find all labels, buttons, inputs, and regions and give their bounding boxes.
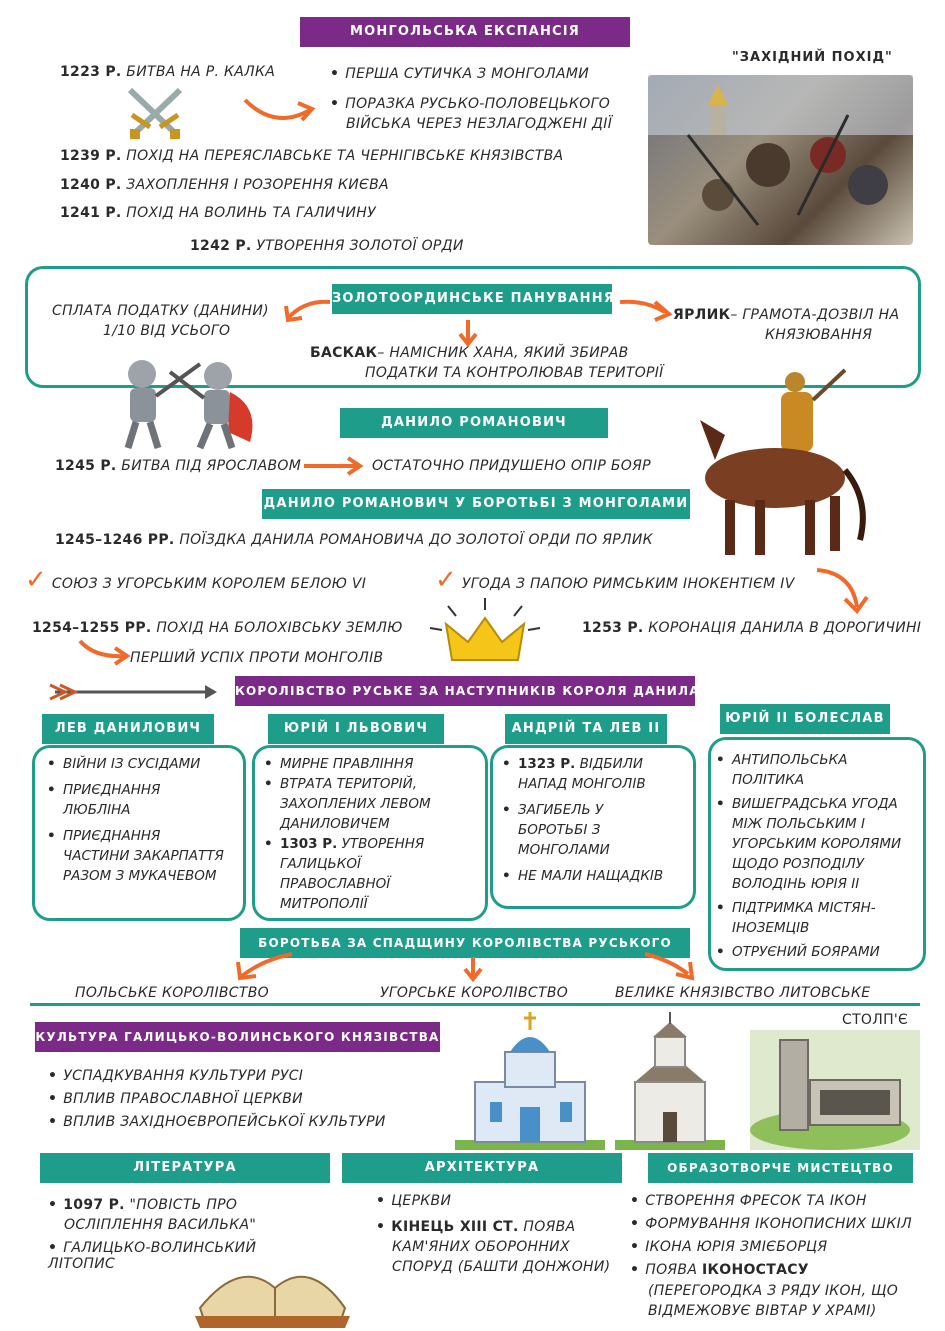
curved-arrow-icon (812, 565, 872, 615)
yarlyk-definition-cont: КНЯЗЮВАННЯ (765, 327, 873, 343)
culture-item-2: • ВПЛИВ ПРАВОСЛАВНОЇ ЦЕРКВИ (48, 1091, 303, 1107)
section-divider (30, 1003, 920, 1006)
kalka-point-1: • ПЕРША СУТИЧКА З МОНГОЛАМИ (330, 66, 589, 82)
checkmark-icon: ✓ (25, 565, 48, 595)
list-item: • НЕ МАЛИ НАЩАДКІВ (500, 866, 685, 886)
banner-danylo-struggle: ДАНИЛО РОМАНОВИЧ У БОРОТЬБІ З МОНГОЛАМИ (262, 489, 690, 519)
arrow-left-icon (232, 952, 302, 982)
architecture-title: АРХІТЕКТУРА (342, 1153, 622, 1183)
banner-golden-horde: ЗОЛОТООРДИНСЬКЕ ПАНУВАННЯ (332, 284, 612, 314)
list-item: • ПРИЄДНАННЯ ЛЮБЛІНА (45, 780, 193, 820)
ruler-andriy-list (500, 754, 685, 886)
event-1254-1255: 1254–1255 РР. ПОХІД НА БОЛОХІВСЬКУ ЗЕМЛЮ (32, 620, 403, 636)
art-item-2: • ФОРМУВАННЯ ІКОНОПИСНИХ ШКІЛ (630, 1216, 912, 1232)
list-item: • АНТИПОЛЬСЬКА ПОЛІТИКА (714, 750, 882, 790)
event-1239: 1239 Р. ПОХІД НА ПЕРЕЯСЛАВСЬКЕ ТА ЧЕРНІГІВСЬКЕ КНЯЗІВСТВА (60, 148, 564, 164)
crossed-swords-icon (120, 85, 190, 145)
church-illustration (615, 1012, 725, 1152)
art-item-1: • СТВОРЕННЯ ФРЕСОК ТА ІКОН (630, 1193, 867, 1209)
culture-item-1: • УСПАДКУВАННЯ КУЛЬТУРИ РУСІ (48, 1068, 303, 1084)
heir-lithuania: ВЕЛИКЕ КНЯЗІВСТВО ЛИТОВСЬКЕ (615, 985, 871, 1001)
crown-icon (430, 598, 540, 668)
culture-item-3: • ВПЛИВ ЗАХІДНОЄВРОПЕЙСЬКОЇ КУЛЬТУРИ (48, 1114, 386, 1130)
art-title: ОБРАЗОТВОРЧЕ МИСТЕЦТВО (648, 1153, 913, 1183)
banner-culture: КУЛЬТУРА ГАЛИЦЬКО-ВОЛИНСЬКОГО КНЯЗІВСТВА (35, 1022, 440, 1052)
event-1253: 1253 Р. КОРОНАЦІЯ ДАНИЛА В ДОРОГИЧИНІ (582, 620, 922, 636)
list-item: • ВИШЕГРАДСЬКА УГОДА МІЖ ПОЛЬСЬКИМ І УГОРСЬКИМ КОРОЛЯМИ ЩОДО РОЗПОДІЛУ ВОЛОДІНЬ ЮРІЯ ІІ (714, 794, 912, 894)
architecture-item-1: • ЦЕРКВИ (376, 1193, 451, 1209)
arrow-right-icon (302, 456, 364, 476)
ruler-yuriy2-title: ЮРІЙ ІІ БОЛЕСЛАВ (720, 704, 890, 734)
open-book-illustration (190, 1238, 350, 1328)
agreement-pope: ✓ УГОДА З ПАПОЮ РИМСЬКИМ ІНОКЕНТІЄМ IV (435, 565, 795, 595)
tax-line-2: 1/10 ВІД УСЬОГО (103, 323, 231, 339)
list-item: • 1303 Р. УТВОРЕННЯ ГАЛИЦЬКОЇ ПРАВОСЛАВНОЇ МИТРОПОЛІЇ (262, 834, 450, 914)
list-item: • МИРНЕ ПРАВЛІННЯ (262, 754, 472, 774)
event-1241: 1241 Р. ПОХІД НА ВОЛИНЬ ТА ГАЛИЧИНУ (60, 205, 376, 221)
cathedral-illustration (455, 1012, 605, 1152)
event-1245: 1245 Р. БИТВА ПІД ЯРОСЛАВОМ (55, 458, 302, 474)
list-item: • ЗАГИБЕЛЬ У БОРОТЬБІ З МОНГОЛАМИ (500, 800, 648, 860)
heir-poland: ПОЛЬСЬКЕ КОРОЛІВСТВО (75, 985, 269, 1001)
kalka-point-2: • ПОРАЗКА РУСЬКО-ПОЛОВЕЦЬКОГО (330, 96, 610, 112)
art-item-4-cont: (ПЕРЕГОРОДКА З РЯДУ ІКОН, ЩО (648, 1283, 899, 1299)
list-item: • ПІДТРИМКА МІСТЯН-ІНОЗЕМЦІВ (714, 898, 892, 938)
ruler-yuriy-list (262, 754, 472, 914)
literature-item-2: • ГАЛИЦЬКО-ВОЛИНСЬКИЙ ЛІТОПИС (48, 1240, 268, 1272)
event-1240: 1240 Р. ЗАХОПЛЕННЯ І РОЗОРЕННЯ КИЄВА (60, 177, 389, 193)
architecture-item-2-cont2: СПОРУД (БАШТИ ДОНЖОНИ) (392, 1259, 611, 1275)
arrow-icon (240, 85, 320, 135)
tax-line-1: СПЛАТА ПОДАТКУ (ДАНИНИ) (52, 303, 269, 319)
west-campaign-caption: "ЗАХІДНИЙ ПОХІД" (732, 50, 893, 65)
list-item: • ПРИЄДНАННЯ ЧАСТИНИ ЗАКАРПАТТЯ РАЗОМ З МУКАЧЕВОМ (45, 826, 228, 886)
list-item: • ВІЙНИ ІЗ СУСІДАМИ (45, 754, 235, 774)
arrow-decoration-icon (45, 682, 220, 702)
ruler-lev-title: ЛЕВ ДАНИЛОВИЧ (42, 714, 214, 744)
union-hungary: ✓ СОЮЗ З УГОРСЬКИМ КОРОЛЕМ БЕЛОЮ VI (25, 565, 367, 595)
literature-item-1-cont: ОСЛІПЛЕННЯ ВАСИЛЬКА" (64, 1217, 257, 1233)
banner-danylo: ДАНИЛО РОМАНОВИЧ (340, 408, 608, 438)
ruler-lev-list (45, 754, 235, 886)
arrow-icon (75, 636, 135, 666)
event-1223: 1223 Р. БИТВА НА Р. КАЛКА (60, 64, 276, 80)
first-success: ПЕРШИЙ УСПІХ ПРОТИ МОНГОЛІВ (130, 650, 384, 666)
kalka-point-2-cont: ВІЙСЬКА ЧЕРЕЗ НЕЗЛАГОДЖЕНІ ДІЇ (346, 116, 613, 132)
baskak-definition-cont: ПОДАТКИ ТА КОНТРОЛЮВАВ ТЕРИТОРІЇ (365, 365, 664, 381)
event-1245-1246: 1245–1246 РР. ПОЇЗДКА ДАНИЛА РОМАНОВИЧА ДО ЗОЛОТОЇ ОРДИ ПО ЯРЛИК (55, 532, 653, 548)
arrow-right-icon (640, 952, 700, 982)
stolpye-tower-illustration (750, 1030, 920, 1150)
banner-heritage: БОРОТЬБА ЗА СПАДЩИНУ КОРОЛІВСТВА РУСЬКОГО (240, 928, 690, 958)
list-item: • 1323 Р. ВІДБИЛИ НАПАД МОНГОЛІВ (500, 754, 668, 794)
checkmark-icon: ✓ (435, 565, 458, 595)
arrow-left-icon (280, 294, 335, 324)
literature-title: ЛІТЕРАТУРА (40, 1153, 330, 1183)
baskak-definition: БАСКАК– НАМІСНИК ХАНА, ЯКИЙ ЗБИРАВ (310, 345, 629, 361)
stolpye-caption: СТОЛП'Є (842, 1012, 909, 1028)
arrow-down-icon (458, 318, 478, 346)
banner-successors: КОРОЛІВСТВО РУСЬКЕ ЗА НАСТУПНИКІВ КОРОЛЯ ДАНИЛА (235, 676, 695, 706)
art-item-4-cont2: ВІДМЕЖОВУЄ ВІВТАР У ХРАМІ) (648, 1303, 877, 1319)
yarlyk-definition: ЯРЛИК– ГРАМОТА-ДОЗВІЛ НА (673, 307, 900, 323)
mongol-horseman-illustration (695, 360, 875, 560)
danylo-result: ОСТАТОЧНО ПРИДУШЕНО ОПІР БОЯР (372, 458, 651, 474)
heir-hungary: УГОРСЬКЕ КОРОЛІВСТВО (380, 985, 569, 1001)
knights-fighting-illustration (100, 352, 270, 452)
west-campaign-illustration (648, 75, 913, 245)
literature-item-1: • 1097 Р. "ПОВІСТЬ ПРО (48, 1197, 237, 1213)
arrow-right-icon (615, 294, 675, 324)
list-item: • ВТРАТА ТЕРИТОРІЙ, ЗАХОПЛЕНИХ ЛЕВОМ ДАНИЛОВИЧЕМ (262, 774, 455, 834)
ruler-yuriy-title: ЮРІЙ І ЛЬВОВИЧ (268, 714, 444, 744)
ruler-yuriy2-list (714, 750, 914, 962)
art-item-4: • ПОЯВА ІКОНОСТАСУ (630, 1262, 809, 1278)
list-item: • ОТРУЄНИЙ БОЯРАМИ (714, 942, 914, 962)
ruler-andriy-title: АНДРІЙ ТА ЛЕВ ІІ (505, 714, 667, 744)
event-1242: 1242 Р. УТВОРЕННЯ ЗОЛОТОЇ ОРДИ (190, 238, 464, 254)
banner-mongol-expansion: МОНГОЛЬСЬКА ЕКСПАНСІЯ (300, 17, 630, 47)
architecture-item-2: • КІНЕЦЬ XIII СТ. ПОЯВА (376, 1219, 575, 1235)
architecture-item-2-cont: КАМ'ЯНИХ ОБОРОННИХ (392, 1239, 570, 1255)
arrow-down-icon (463, 955, 483, 981)
art-item-3: • ІКОНА ЮРІЯ ЗМІЄБОРЦЯ (630, 1239, 827, 1255)
